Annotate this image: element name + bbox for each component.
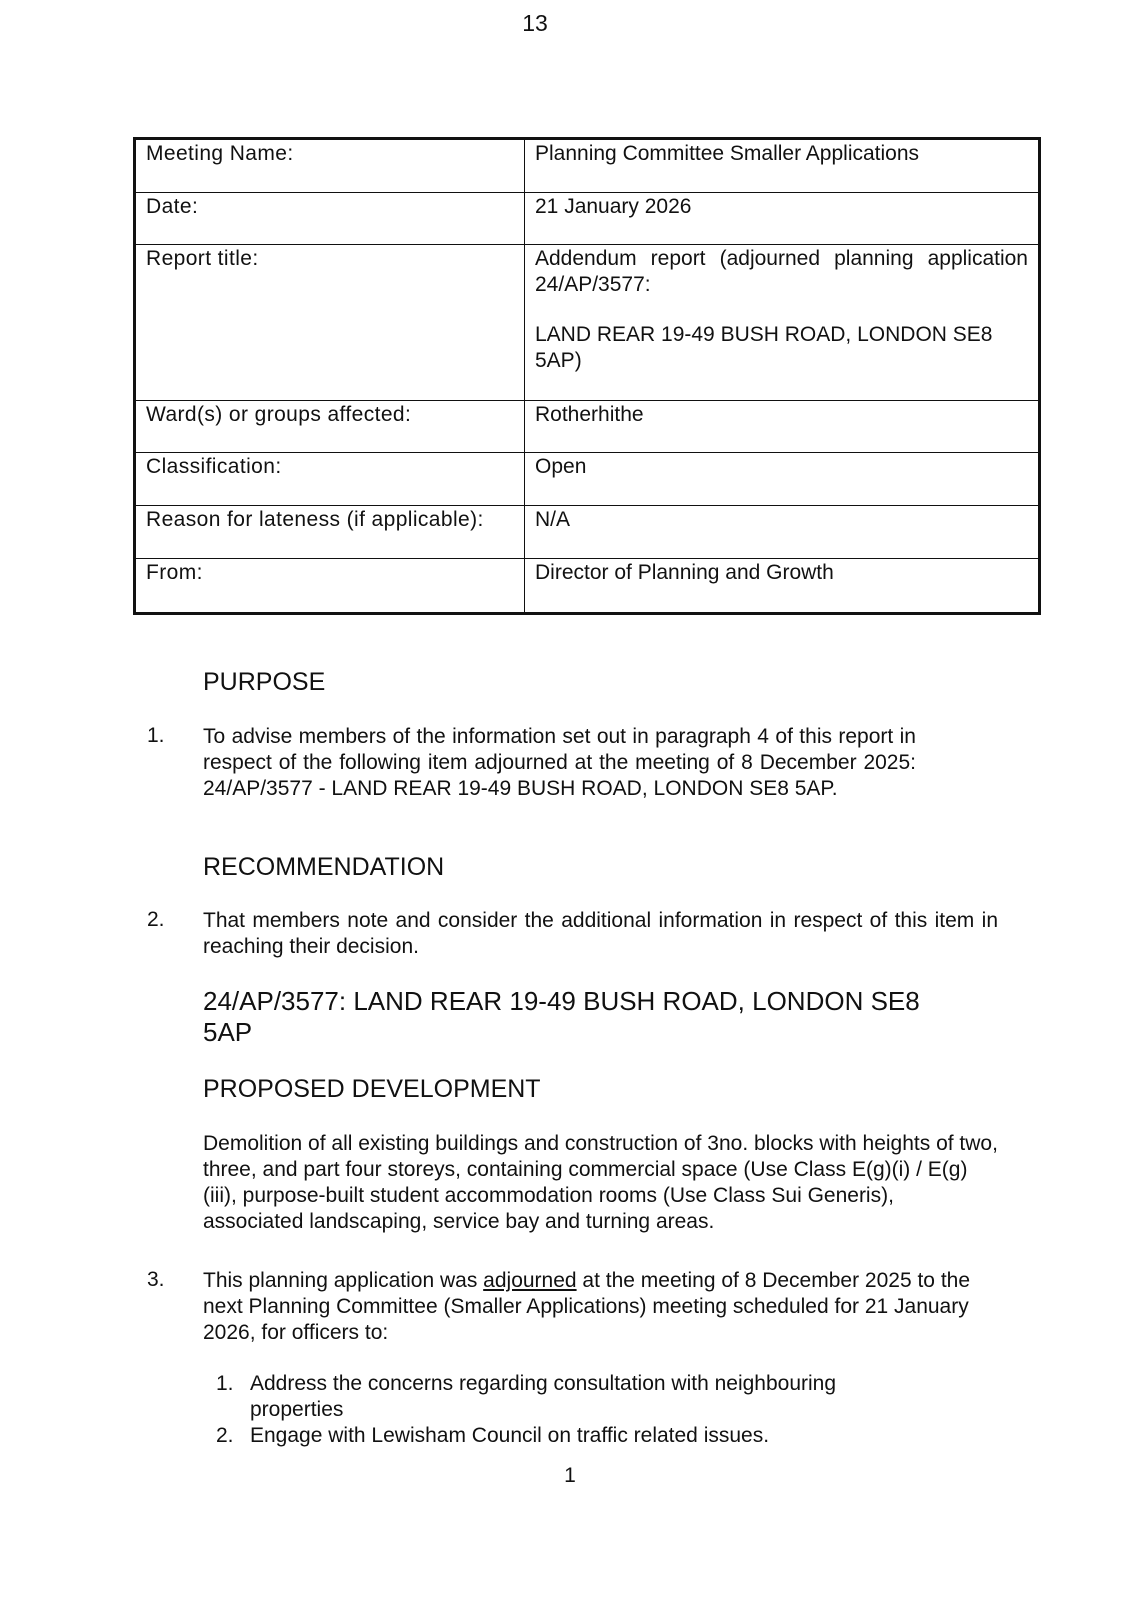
date-value: 21 January 2026 [525, 193, 1040, 245]
page-number-top: 13 [522, 10, 548, 36]
meeting-name-value: Planning Committee Smaller Applications [525, 139, 1040, 193]
proposed-development-heading: PROPOSED DEVELOPMENT [203, 1075, 541, 1103]
list-item [216, 1423, 896, 1449]
recommendation-heading: RECOMMENDATION [203, 853, 445, 881]
adjourned-underlined: adjourned [483, 1269, 577, 1292]
purpose-text: To advise members of the information set out in paragraph 4 of this report in respect of the following item adjourned at the meeting of 8 December 2025: 24/AP/3577 - LAND REAR 19-49 BUSH ROAD, LONDON SE8 5AP. [203, 725, 916, 800]
list-item-number: 2. [216, 1424, 234, 1447]
classification-label: Classification: [135, 453, 525, 506]
paragraph-3-text-after: at the meeting of 8 December 2025 to the next Planning Committee (Smaller Applications) meeting scheduled for 21 January 2026, for officers to: [203, 1269, 971, 1344]
table-row [135, 193, 1040, 245]
list-item-text: Engage with Lewisham Council on traffic related issues. [250, 1424, 770, 1447]
page-number-bottom: 1 [564, 1464, 576, 1487]
paragraph-3-text [203, 1268, 998, 1346]
paragraph-number-1: 1. [147, 724, 165, 747]
wards-value: Rotherhithe [525, 401, 1040, 453]
meeting-details-table [133, 137, 1041, 615]
lateness-value: N/A [525, 506, 1040, 559]
report-title-cell [525, 245, 1040, 401]
classification-value: Open [525, 453, 1040, 506]
list-item-text: Address the concerns regarding consultation with neighbouring properties [250, 1372, 837, 1421]
report-title-label: Report title: [135, 245, 525, 401]
from-value: Director of Planning and Growth [525, 559, 1040, 614]
date-label: Date: [135, 193, 525, 245]
meeting-name-label: Meeting Name: [135, 139, 525, 193]
proposed-development-text: Demolition of all existing buildings and construction of 3no. blocks with heights of two, three, and part four storeys, containing commercial space (Use Class E(g)(i) / E(g) (iii), purpose-built student accommodation rooms (Use Class Sui Generis), associated landscaping, service bay and turning areas. [203, 1132, 998, 1233]
list-item [216, 1371, 896, 1423]
paragraph-number-3: 3. [147, 1268, 165, 1291]
paragraph-number-2: 2. [147, 908, 165, 931]
from-label: From: [135, 559, 525, 614]
wards-label: Ward(s) or groups affected: [135, 401, 525, 453]
table-row [135, 506, 1040, 559]
table-row [135, 401, 1040, 453]
recommendation-text: That members note and consider the additional information in respect of this item in reaching their decision. [203, 909, 998, 958]
table-row [135, 453, 1040, 506]
officer-actions-list [216, 1371, 896, 1449]
report-title-value: Addendum report (adjourned planning application 24/AP/3577: [535, 247, 1028, 296]
purpose-heading: PURPOSE [203, 668, 326, 696]
paragraph-3-text-before: This planning application was [203, 1269, 484, 1292]
table-row [135, 245, 1040, 401]
item-heading: 24/AP/3577: LAND REAR 19-49 BUSH ROAD, LONDON SE8 5AP [203, 986, 920, 1047]
report-title-site: LAND REAR 19-49 BUSH ROAD, LONDON SE8 5AP) [535, 323, 993, 372]
table-row [135, 139, 1040, 193]
lateness-label: Reason for lateness (if applicable): [135, 506, 525, 559]
list-item-number: 1. [216, 1372, 234, 1395]
table-row [135, 559, 1040, 614]
